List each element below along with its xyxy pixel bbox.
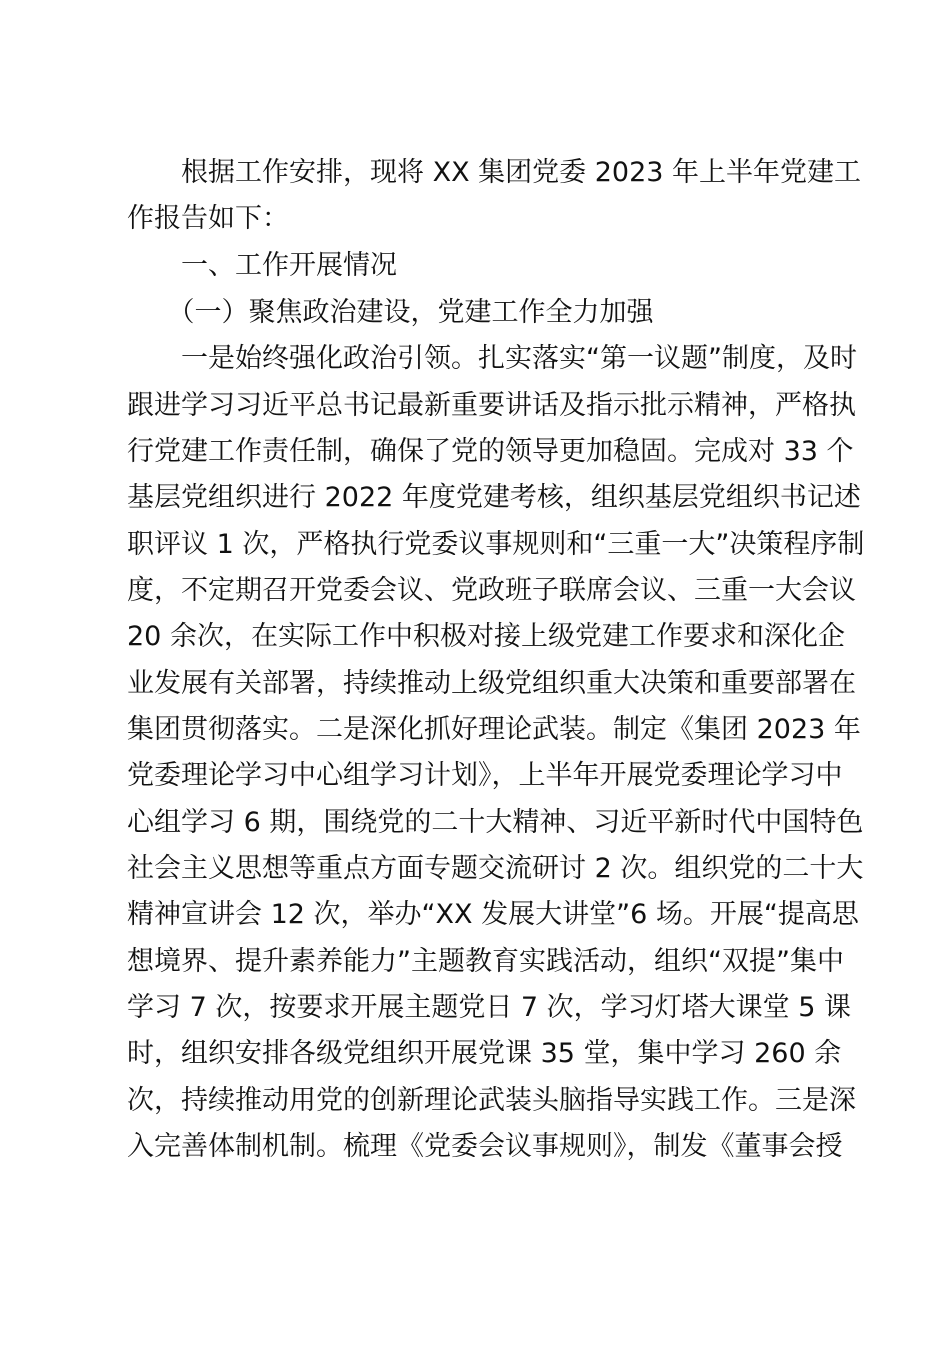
subsection-heading: （一）聚焦政治建设，党建工作全力加强 — [127, 297, 654, 328]
body-line-15: 学习 7 次，按要求开展主题党日 7 次，学习灯塔大课堂 5 课 — [127, 992, 852, 1023]
body-line-16: 时，组织安排各级党组织开展党课 35 堂，集中学习 260 余 — [127, 1038, 842, 1069]
paragraph-intro-line-2: 作报告如下： — [127, 203, 289, 234]
body-line-18: 入完善体制机制。梳理《党委会议事规则》，制发《董事会授 — [127, 1131, 843, 1162]
body-line-5: 职评议 1 次，严格执行党委议事规则和“三重一大”决策程序制 — [127, 529, 865, 560]
body-line-3: 行党建工作责任制，确保了党的领导更加稳固。完成对 33 个 — [127, 436, 854, 467]
paragraph-intro-line-1: 根据工作安排，现将 XX 集团党委 2023 年上半年党建工 — [127, 157, 862, 188]
body-line-17: 次，持续推动用党的创新理论武装头脑指导实践工作。三是深 — [127, 1085, 856, 1116]
body-line-1: 一是始终强化政治引领。扎实落实“第一议题”制度，及时 — [127, 343, 857, 374]
body-line-8: 业发展有关部署，持续推动上级党组织重大决策和重要部署在 — [127, 668, 856, 699]
body-line-4: 基层党组织进行 2022 年度党建考核，组织基层党组织书记述 — [127, 482, 861, 513]
body-line-12: 社会主义思想等重点方面专题交流研讨 2 次。组织党的二十大 — [127, 853, 864, 884]
section-heading: 一、工作开展情况 — [127, 250, 397, 281]
body-line-14: 想境界、提升素养能力”主题教育实践活动，组织“双提”集中 — [127, 946, 844, 977]
body-line-6: 度，不定期召开党委会议、党政班子联席会议、三重一大会议 — [127, 575, 856, 606]
body-line-13: 精神宣讲会 12 次，举办“XX 发展大讲堂”6 场。开展“提高思 — [127, 899, 859, 930]
body-line-9: 集团贯彻落实。二是深化抓好理论武装。制定《集团 2023 年 — [127, 714, 861, 745]
body-line-11: 心组学习 6 期，围绕党的二十大精神、习近平新时代中国特色 — [127, 807, 864, 838]
body-line-2: 跟进学习习近平总书记最新重要讲话及指示批示精神，严格执 — [127, 390, 856, 421]
body-line-10: 党委理论学习中心组学习计划》，上半年开展党委理论学习中 — [127, 760, 843, 791]
body-line-7: 20 余次，在实际工作中积极对接上级党建工作要求和深化企 — [127, 621, 845, 652]
